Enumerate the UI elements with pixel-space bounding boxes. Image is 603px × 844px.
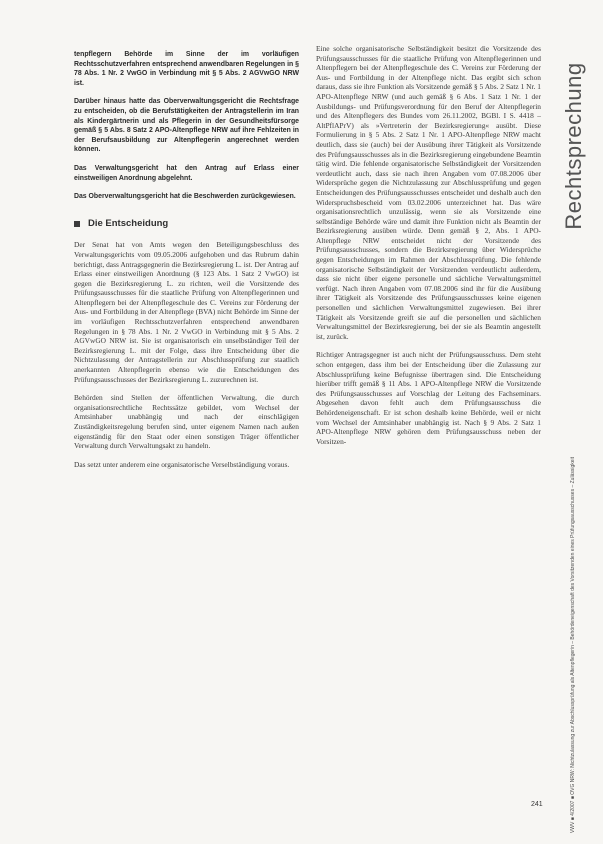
running-citation bbox=[562, 456, 584, 834]
section-label bbox=[557, 46, 591, 246]
intro-bold-paragraph: Darüber hinaus hatte das Oberverwaltungsgericht die Rechtsfrage zu entscheiden, ob die Berufstätigkeiten der Antragstellerin im Iran als Kindergärtnerin und als Pflegerin in der Gesundheitsfürsorge gemäß § 5 Abs. 8 Satz 2 APO-Altenpflege NRW auf ihre Fehlzeiten in der Berufsausbildung zur Altenpflegerin angerechnet werden können. bbox=[74, 98, 299, 154]
section-heading bbox=[74, 219, 299, 229]
section-label-text: Rechtsprechung bbox=[561, 62, 586, 230]
intro-bold-paragraph: Das Oberverwaltungsgericht hat die Beschwerden zurückgewiesen. bbox=[74, 193, 296, 201]
body-paragraph: Das setzt unter anderem eine organisatorische Verselbständigung voraus. bbox=[74, 459, 290, 469]
running-citation-text: VWV ■ 4/2007 ■ OVG NRW: Nichtzulassung zur Abschlussprüfung als Altenpflegerin – Behördeneigenschaft des Vorsitzenden eines Prüfungsausschusses – Zulässigkeit bbox=[570, 456, 576, 834]
section-heading-text: Die Entscheidung bbox=[88, 217, 169, 229]
body-paragraph: Behörden sind Stellen der öffentlichen Verwaltung, die durch organisationsrechtliche Rechtssätze gebildet, vom Wechsel der Amtsinhaber unabhängig und nach der einschlägigen Zuständigkeitsregelung berufen sind, unter eigenem Namen nach außen eigenständig für den Staat oder einen sonstigen Träger öffentlicher Verwaltung durch Verwaltungsakt zu handeln. bbox=[74, 393, 299, 451]
body-paragraph: Richtiger Antragsgegner ist auch nicht der Prüfungsausschuss. Dem steht schon entgegen, dass ihm bei der Entscheidung über die Zulassung zur Abschlussprüfung keine Befugnisse übertragen sind. Die Entscheidung hierüber trifft gemäß § 11 Abs. 1 APO-Altenpflege NRW die Vorsitzende des Prüfungsausschusses auf Vorschlag der Leitung des Fachseminars. Abgesehen davon fehlt auch dem Prüfungsausschuss die Behördeneigenschaft. Er ist schon deshalb keine Behörde, weil er nicht vom Wechsel der Amtsinhaber unabhängig ist. Nach § 9 Abs. 2 Satz 1 APO-Altenpflege NRW gehören dem Prüfungsausschuss neben der Vorsitzen- bbox=[316, 350, 541, 446]
left-column bbox=[74, 50, 299, 478]
page-number: 241 bbox=[531, 801, 543, 808]
body-paragraph: Eine solche organisatorische Selbständigkeit besitzt die Vorsitzende des Prüfungsausschusses für die staatliche Prüfung von Altenpflegerinnen und Altenpflegern bei der Altenpflegeschule des C. Vereins zur Förderung der Aus- und Fortbildung in der Altenpflege nicht. Das ergibt sich schon daraus, dass sie ihre Funktion als Vorsitzende gemäß § 5 Abs. 2 Satz 1 Nr. 1 APO-Altenpflege NRW (und auch gemäß § 6 Abs. 1 Satz 1 Nr. 1 der Ausbildungs- und Prüfungsverordnung für den Beruf der Altenpflegerin und des Altenpflegers des Bundes vom 26.11.2002, BGBl. I S. 4418 – AltPflAPrV) als »Vertreterin der Bezirksregierung« ausübt. Diese Formulierung in § 5 Abs. 2 Satz 1 Nr. 1 APO-Altenpflege NRW macht deutlich, dass sie (auch) bei der Ausübung ihrer Tätigkeit als Vorsitzende des Prüfungsausschusses als in die Bezirksregierung eingebundene Beamtin tätig wird. Die fehlende organisatorische Selbständigkeit der Vorsitzenden verdeutlicht auch, dass sie nach ihren Angaben vom 07.08.2006 über Widersprüche gegen die Nichtzulassung zur Abschlussprüfung und gegen Entscheidungen des Prüfungsausschusses entscheidet und deshalb auch den Widerspruchsbescheid vom 03.02.2006 unterzeichnet hat. Das wäre organisationsrechtlich unzulässig, wenn sie als Vorsitzende eine selbständige Behörde wäre und damit ihre Funktion nicht als Beamtin der Bezirksregierung ausüben würde. Denn gemäß § 2, Abs. 1 APO-Altenpflege NRW entscheidet nicht der Vorsitzende des Prüfungsausschusses, sondern die Bezirksregierung über Widersprüche gegen Entscheidungen im Rahmen der Abschlussprüfung. Die fehlende organisatorische Selbständigkeit der Vorsitzenden verdeutlicht außerdem, dass sie nicht über eigene personelle und sächliche Verwaltungsmittel verfügt. Nach ihren Angaben vom 07.08.2006 sind ihr für die Ausübung ihrer Tätigkeit als Vorsitzende des Prüfungsausschusses keine eigenen personellen und sächlichen Verwaltungsmittel zugewiesen. Bei ihrer Tätigkeit als Vorsitzende greift sie auf die personellen und sächlichen Verwaltungsmittel der Bezirksregierung, bei der sie als Beamtin angestellt ist, zurück. bbox=[316, 44, 541, 341]
intro-bold-paragraph: tenpflegern Behörde im Sinne der im vorläufigen Rechtsschutzverfahren entsprechend anwendbaren Regelungen in § 78 Abs. 1 Nr. 2 VwGO in Verbindung mit § 5 Abs. 2 AGVwGO NRW ist. bbox=[74, 51, 299, 87]
intro-bold-paragraph: Das Verwaltungsgericht hat den Antrag auf Erlass einer einstweiligen Anordnung abgelehnt. bbox=[74, 164, 299, 182]
body-paragraph: Der Senat hat von Amts wegen den Beteiligungsbeschluss des Verwaltungsgerichts vom 09.05.2006 aufgehoben und das Rubrum dahin berichtigt, dass Antragsgegnerin die Bezirksregierung L. ist. Der Antrag auf Erlass einer einstweiligen Anordnung (§ 123 Abs. 1 Satz 2 VwGO) ist gegen die Bezirksregierung L. zu richten, weil die Vorsitzende des Prüfungsausschusses für die staatliche Prüfung von Altenpflegerinnen und Altenpflegern bei der Altenpflegeschule des C. Vereins zur Förderung der Aus- und Fortbildung in der Altenpflege (BVA) nicht Behörde im Sinne der im vorläufigen Rechtsschutzverfahren entsprechend anwendbaren Regelungen in § 78 Abs. 1 Nr. 2 VwGO in Verbindung mit § 5 Abs. 2 AGVwGO NRW ist. Sie ist organisatorisch ein unselbständiger Teil der Bezirksregierung L. mit der Folge, dass ihre Entscheidung über die Nichtzulassung der Antragstellerin zur Abschlussprüfung zur staatlich anerkannten Altenpflegerin ebenso wie die Entscheidungen des Prüfungsausschusses der Bezirksregierung L. zuzurechnen ist. bbox=[74, 240, 299, 384]
right-column bbox=[316, 44, 541, 455]
square-bullet-icon bbox=[74, 221, 80, 227]
